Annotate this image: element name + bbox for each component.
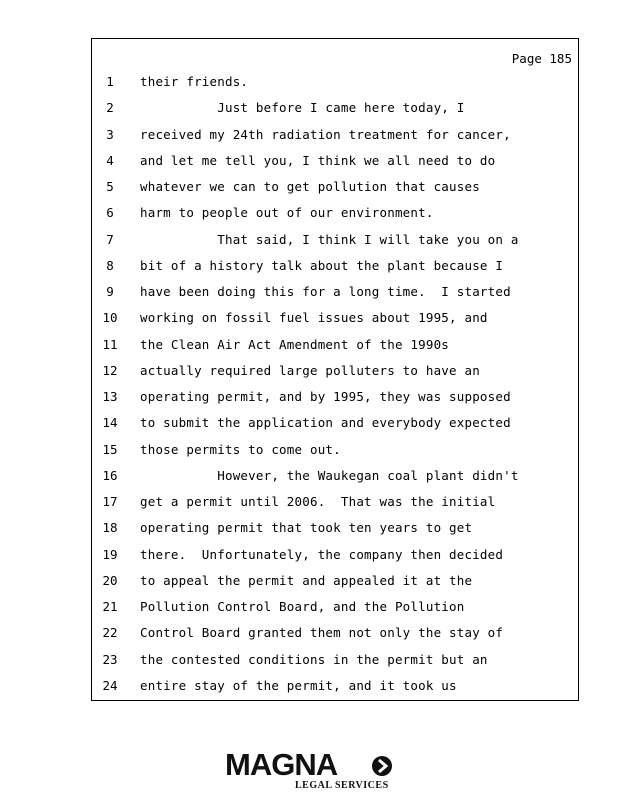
transcript-line — [92, 124, 578, 146]
transcript-line — [92, 281, 578, 303]
line-number: 24 — [102, 677, 118, 693]
transcript-line — [92, 622, 578, 644]
line-text: the Clean Air Act Amendment of the 1990s — [140, 336, 450, 352]
line-number: 2 — [106, 100, 114, 116]
line-number: 5 — [106, 179, 114, 194]
line-text: received my 24th radiation treatment for cancer, — [140, 126, 511, 142]
line-number: 1 — [106, 74, 114, 89]
line-text: entire stay of the permit, and it took us — [140, 677, 457, 693]
line-text: operating permit, and by 1995, they was supposed — [140, 389, 511, 404]
line-number: 21 — [102, 599, 118, 614]
arrow-circle-icon — [371, 755, 393, 777]
transcript-line — [92, 491, 578, 513]
line-text: working on fossil fuel issues about 1995, and — [140, 310, 488, 326]
line-text: whatever we can to get pollution that causes — [140, 179, 480, 194]
line-text: and let me tell you, I think we all need to do — [140, 152, 496, 168]
transcript-line — [92, 97, 578, 119]
transcript-line — [92, 334, 578, 356]
line-number: 20 — [102, 572, 118, 588]
line-text: harm to people out of our environment. — [140, 205, 434, 221]
transcript-line — [92, 439, 578, 461]
transcript-line — [92, 386, 578, 408]
transcript-line — [92, 517, 578, 539]
line-text: get a permit until 2006. That was the initial — [140, 494, 496, 509]
transcript-line — [92, 150, 578, 172]
line-number: 14 — [102, 415, 118, 431]
line-number: 11 — [102, 336, 118, 352]
transcript-page — [91, 38, 579, 701]
magna-logo — [225, 748, 395, 792]
line-number: 9 — [106, 284, 114, 299]
line-number: 10 — [102, 310, 118, 326]
line-text: to submit the application and everybody expected — [140, 415, 511, 431]
logo-subtitle: LEGAL SERVICES — [295, 780, 389, 791]
transcript-line — [92, 176, 578, 198]
line-number: 18 — [102, 520, 118, 536]
line-number: 17 — [102, 494, 118, 509]
line-number: 4 — [106, 152, 114, 168]
transcript-line — [92, 544, 578, 566]
line-text: those permits to come out. — [140, 441, 341, 457]
transcript-line — [92, 229, 578, 251]
line-text: Pollution Control Board, and the Pollution — [140, 599, 465, 614]
page-number: Page 185 — [511, 51, 572, 66]
transcript-line — [92, 570, 578, 592]
line-text: have been doing this for a long time. I started — [140, 284, 511, 299]
line-text: their friends. — [140, 74, 249, 89]
line-text: Control Board granted them not only the stay of — [140, 625, 504, 641]
line-text: there. Unfortunately, the company then decided — [140, 546, 504, 562]
transcript-line — [92, 307, 578, 329]
line-text: Just before I came here today, I — [140, 100, 465, 116]
line-text: the contested conditions in the permit but an — [140, 651, 488, 667]
transcript-line — [92, 649, 578, 671]
transcript-line — [92, 675, 578, 697]
line-number: 3 — [106, 126, 114, 142]
line-number: 7 — [106, 231, 114, 247]
transcript-line — [92, 465, 578, 487]
transcript-line — [92, 71, 578, 93]
line-text: to appeal the permit and appealed it at the — [140, 572, 473, 588]
line-text: bit of a history talk about the plant because I — [140, 257, 504, 273]
transcript-line — [92, 412, 578, 434]
transcript-line — [92, 255, 578, 277]
line-number: 22 — [102, 625, 118, 641]
transcript-line — [92, 596, 578, 618]
line-text: actually required large polluters to have an — [140, 362, 480, 378]
logo-wordmark: MAGNA — [225, 747, 338, 782]
line-number: 16 — [102, 467, 118, 483]
line-number: 19 — [102, 546, 118, 562]
transcript-line — [92, 360, 578, 382]
line-text: That said, I think I will take you on a — [140, 231, 519, 247]
line-number: 8 — [106, 257, 114, 273]
line-number: 15 — [102, 441, 118, 457]
line-number: 13 — [102, 389, 118, 404]
line-number: 12 — [102, 362, 118, 378]
line-number: 6 — [106, 205, 114, 221]
line-text: operating permit that took ten years to get — [140, 520, 473, 536]
transcript-line — [92, 202, 578, 224]
line-number: 23 — [102, 651, 118, 667]
line-text: However, the Waukegan coal plant didn't — [140, 467, 519, 483]
